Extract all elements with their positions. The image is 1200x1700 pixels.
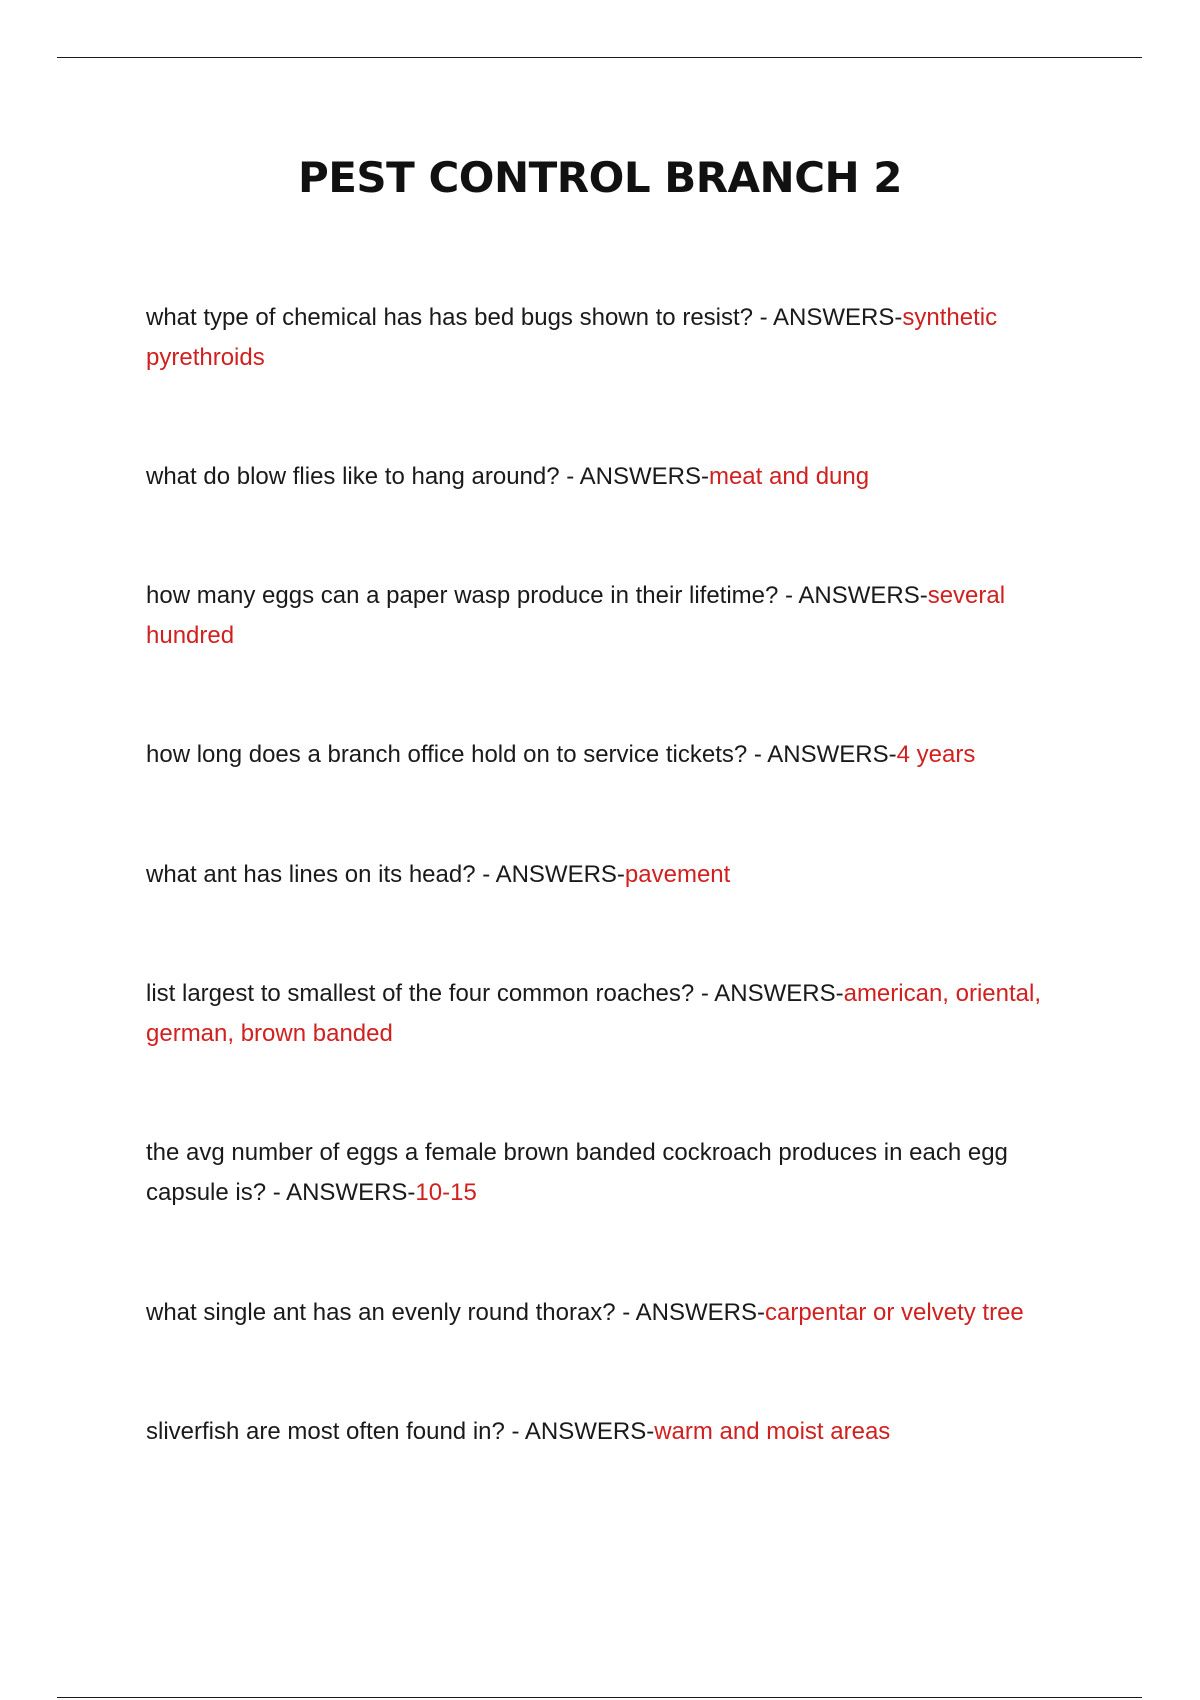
answer-label: - ANSWERS-	[475, 861, 625, 888]
answer-label: - ANSWERS-	[694, 980, 844, 1007]
page-title: PEST CONTROL BRANCH 2	[297, 153, 903, 202]
answer-text: synthetic pyrethroids	[146, 304, 998, 371]
answer-text: meat and dung	[708, 463, 870, 490]
question-text: how long does a branch office hold on to service tickets?	[146, 741, 748, 768]
question-text: what do blow flies like to hang around?	[146, 463, 560, 490]
answer-label: - ANSWERS-	[266, 1179, 416, 1206]
question-text: what type of chemical has has bed bugs shown to resist?	[146, 304, 754, 331]
qa-item	[146, 1412, 1086, 1452]
qa-item	[146, 974, 1086, 1054]
qa-item	[146, 1293, 1086, 1333]
question-text: what single ant has an evenly round thorax?	[146, 1299, 616, 1326]
question-text: what ant has lines on its head?	[146, 861, 476, 888]
bottom-rule	[57, 1697, 1142, 1698]
question-text: how many eggs can a paper wasp produce in their lifetime?	[146, 582, 779, 609]
answer-label: - ANSWERS-	[615, 1299, 765, 1326]
qa-item	[146, 298, 1086, 378]
answer-label: - ANSWERS-	[778, 582, 928, 609]
answer-text: pavement	[624, 861, 731, 888]
answer-text: warm and moist areas	[654, 1418, 891, 1445]
answer-text: several hundred	[146, 582, 1006, 649]
answer-label: - ANSWERS-	[753, 304, 903, 331]
qa-item	[146, 1133, 1086, 1213]
answer-text: american, oriental, german, brown banded	[146, 980, 1042, 1047]
qa-item	[146, 735, 1086, 775]
answer-text: carpentar or velvety tree	[764, 1299, 1024, 1326]
answer-text: 10-15	[415, 1179, 477, 1206]
qa-item	[146, 457, 1086, 497]
question-text: sliverfish are most often found in?	[146, 1418, 505, 1445]
question-text: the avg number of eggs a female brown banded cockroach produces in each egg capsule is?	[146, 1139, 1008, 1206]
qa-item	[146, 855, 1086, 895]
qa-item	[146, 576, 1086, 656]
answer-label: - ANSWERS-	[504, 1418, 655, 1445]
top-rule	[57, 57, 1142, 58]
answer-text: 4 years	[896, 741, 976, 768]
answer-label: - ANSWERS-	[747, 741, 897, 768]
answer-label: - ANSWERS-	[559, 463, 709, 490]
question-text: list largest to smallest of the four common roaches?	[146, 980, 695, 1007]
